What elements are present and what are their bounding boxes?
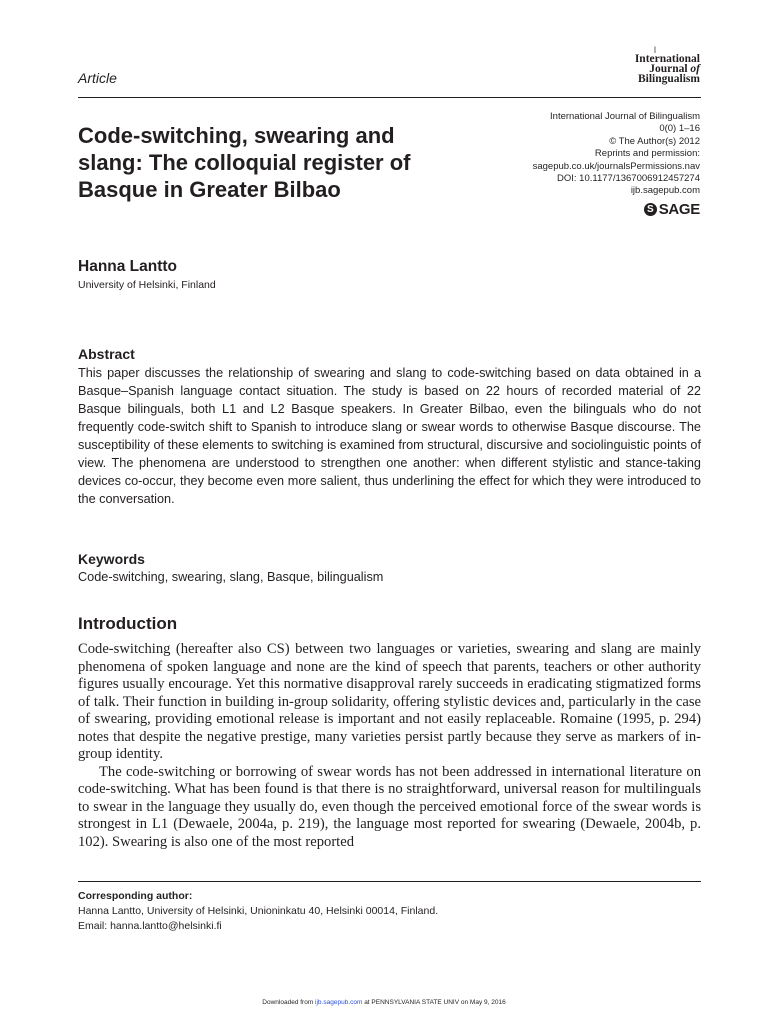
- journal-logo: [635, 46, 700, 84]
- publisher-logo: [644, 201, 700, 218]
- corresponding-author-address: Hanna Lantto, University of Helsinki, Unioninkatu 40, Helsinki 00014, Finland.: [78, 905, 439, 917]
- title-line: slang: The colloquial register of: [78, 150, 411, 175]
- corresponding-author-email[interactable]: Email: hanna.lantto@helsinki.fi: [78, 920, 222, 932]
- introduction-body: [78, 641, 701, 851]
- meta-volume-pages: 0(0) 1–16: [659, 123, 700, 135]
- journal-logo-line1: International: [634, 53, 700, 65]
- meta-journal-url[interactable]: ijb.sagepub.com: [630, 185, 700, 197]
- abstract-heading: Abstract: [78, 346, 135, 362]
- journal-logo-line3: Bilingualism: [638, 73, 700, 85]
- title-line: Code-switching, swearing and: [78, 123, 395, 148]
- abstract-text: This paper discusses the relationship of swearing and slang to code-switching based on data obtained in a Basque–Spanish language contact situation. The study is based on 22 hours of recorded material of 22 Basque bilinguals, both L1 and L2 Basque speakers. In Greater Bilbao, even the bilinguals who do not frequently code-switch shift to Spanish to introduce slang or swear words to otherwise Basque discourse. The susceptibility of these elements to switching is examined from structural, discursive and sociolinguistic points of view. The phenomena are understood to strengthen one another: when different stylistic and stance-taking devices co-occur, they become even more salient, thus underlining the effect for which they were introduced to the conversation.: [78, 366, 701, 506]
- download-footer: [0, 999, 768, 1006]
- publication-metadata: [480, 111, 700, 198]
- footer-suffix: at PENNSYLVANIA STATE UNIV on May 9, 2016: [362, 999, 506, 1006]
- keywords-text: Code-switching, swearing, slang, Basque, bilingualism: [78, 570, 384, 584]
- author-name: Hanna Lantto: [78, 258, 178, 275]
- paper-title: [78, 122, 478, 203]
- meta-reprints-label: Reprints and permission:: [594, 148, 700, 160]
- journal-logo-line2-plain: Journal: [649, 63, 691, 75]
- sage-s-icon: S: [644, 203, 657, 216]
- footnote-rule: [78, 881, 701, 882]
- journal-logo-mark: ǀ: [654, 45, 656, 55]
- body-paragraph: Code-switching (hereafter also CS) between two languages or varieties, swearing and slang are mainly phenomena of spoken language and none are the kind of speech that parents, teachers or other authority figures usually encourage. Yet this normative disapproval rarely succeeds in eradicating stigmatized forms of talk. Their function in building in-group solidarity, offering stylistic devices and, particularly in the case of swearing, providing emotional release is important and not easily replaceable. Romaine (1995, p. 294) notes that despite the negative prestige, many varieties persist partly because they serve as markers of in-group identity.: [78, 641, 701, 762]
- header-rule: [78, 97, 701, 98]
- footer-link[interactable]: ijb.sagepub.com: [315, 999, 363, 1006]
- title-line: Basque in Greater Bilbao: [78, 177, 341, 202]
- keywords-heading: Keywords: [78, 551, 145, 567]
- meta-doi[interactable]: DOI: 10.1177/1367006912457274: [557, 173, 700, 185]
- article-type-label: Article: [78, 70, 117, 86]
- author-affiliation: University of Helsinki, Finland: [78, 279, 216, 291]
- journal-logo-line2-em: of: [690, 63, 700, 75]
- body-paragraph: The code-switching or borrowing of swear words has not been addressed in international literature on code-switching. What has been found is that there is no straightforward, universal reason for multilinguals to swear in the language they usually do, even though the perceived emotional force of the swear words is strongest in L1 (Dewaele, 2004a, p. 219), the language most reported for swearing (Dewaele, 2004b, p. 102). Swearing is also one of the most reported: [78, 763, 701, 850]
- introduction-heading: Introduction: [78, 614, 178, 633]
- footer-prefix: Downloaded from: [262, 999, 316, 1006]
- meta-journal-name: International Journal of Bilingualism: [550, 111, 700, 122]
- meta-copyright: © The Author(s) 2012: [609, 135, 700, 147]
- publisher-name: SAGE: [658, 201, 700, 218]
- meta-permissions-link[interactable]: sagepub.co.uk/journalsPermissions.nav: [532, 160, 700, 172]
- corresponding-author-heading: Corresponding author:: [78, 890, 193, 902]
